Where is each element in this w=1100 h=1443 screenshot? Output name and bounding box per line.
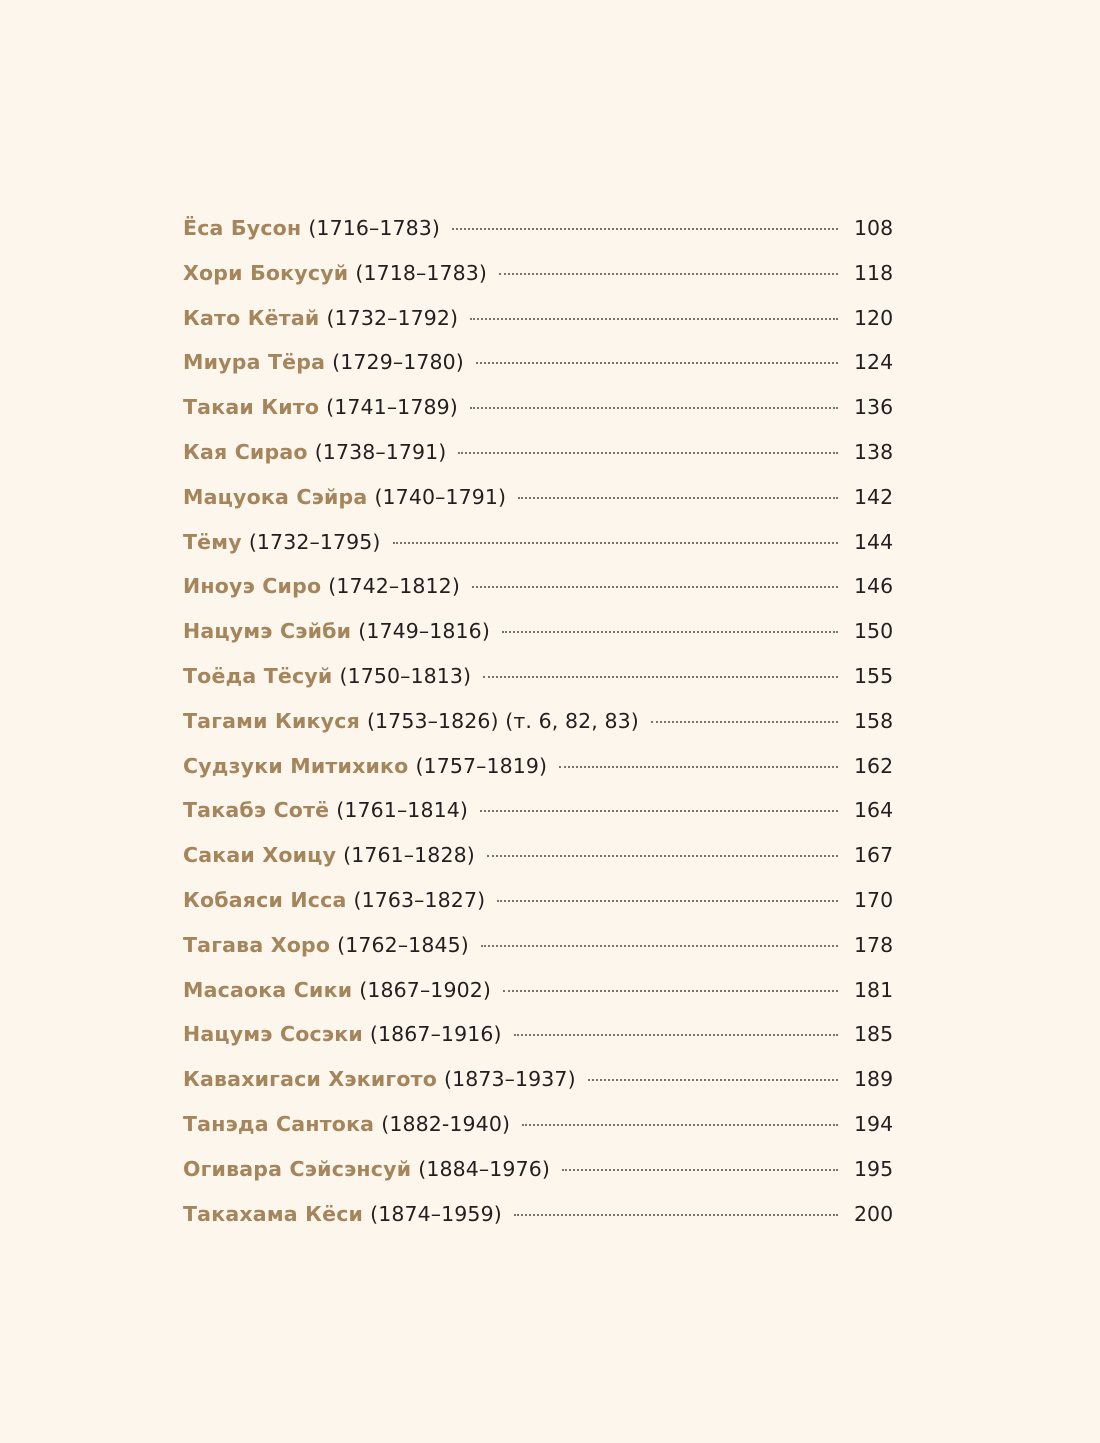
toc-entry-dates: (1882-1940)	[381, 1111, 511, 1136]
toc-entry	[183, 564, 894, 609]
dot-leader	[497, 900, 838, 902]
toc-entry-dates: (1750–1813)	[339, 663, 472, 688]
toc-entry-name: Нацумэ Сэйби	[183, 619, 352, 644]
toc-entry-name: Нацумэ Сосэки	[183, 1022, 363, 1047]
dot-leader	[514, 1034, 838, 1036]
toc-entry-name: Такаи Кито	[183, 395, 320, 420]
toc-entry-page-number: 162	[854, 753, 894, 778]
toc-entry-page-number: 185	[854, 1022, 894, 1047]
toc-entry-dates: (1732–1795)	[248, 529, 381, 554]
toc-entry-name: Кобаяси Исса	[183, 887, 347, 912]
toc-entry-name: Масаока Сики	[183, 977, 353, 1002]
toc-entry	[183, 251, 894, 296]
toc-entry	[183, 296, 894, 341]
toc-entry-page-number: 136	[854, 395, 894, 420]
dot-leader	[503, 990, 838, 992]
toc-entry-dates: (1874–1959)	[370, 1201, 502, 1226]
toc-entry-dates: (1738–1791)	[314, 439, 447, 464]
dot-leader	[452, 228, 838, 230]
toc-entry-page-number: 142	[854, 484, 894, 509]
toc-entry-dates: (1753–1826) (т. 6, 82, 83)	[366, 708, 639, 733]
toc-entry-dates: (1873–1937)	[443, 1067, 576, 1092]
toc-entry	[183, 1102, 894, 1147]
toc-entry	[183, 1147, 894, 1192]
toc-entry	[183, 654, 894, 699]
toc-entry-page-number: 146	[854, 574, 894, 599]
toc-entry-name: Огивара Сэйсэнсуй	[183, 1156, 412, 1181]
toc-entry-page-number: 170	[854, 887, 894, 912]
toc-entry-page-number: 167	[854, 843, 894, 868]
toc-entry-dates: (1718–1783)	[355, 260, 488, 285]
toc-entry-page-number: 164	[854, 798, 894, 823]
toc-entry	[183, 430, 894, 475]
toc-entry-dates: (1763–1827)	[353, 887, 486, 912]
toc-entry	[183, 1012, 894, 1057]
toc-entry	[183, 788, 894, 833]
dot-leader	[458, 452, 838, 454]
dot-leader	[588, 1079, 838, 1081]
toc-entry-page-number: 118	[854, 260, 894, 285]
dot-leader	[393, 542, 839, 544]
toc-entry-dates: (1749–1816)	[358, 619, 490, 644]
dot-leader	[514, 1214, 838, 1216]
toc-entry-dates: (1867–1902)	[359, 977, 491, 1002]
dot-leader	[559, 766, 838, 768]
toc-entry-page-number: 120	[854, 305, 894, 330]
toc-entry-dates: (1729–1780)	[332, 350, 464, 375]
toc-entry-page-number: 178	[854, 932, 894, 957]
toc-entry	[183, 1057, 894, 1102]
toc-entry	[183, 923, 894, 968]
toc-entry-dates: (1716–1783)	[308, 216, 441, 240]
dot-leader	[562, 1169, 838, 1171]
toc-entry-page-number: 138	[854, 439, 894, 464]
toc-entry-page-number: 155	[854, 663, 894, 688]
dot-leader	[470, 318, 838, 320]
toc-entry-page-number: 189	[854, 1067, 894, 1092]
dot-leader	[476, 362, 838, 364]
toc-entry	[183, 1192, 894, 1237]
toc-entry-dates: (1867–1916)	[369, 1022, 502, 1047]
toc-entry-name: Тагава Хоро	[183, 932, 331, 957]
toc-entry-dates: (1761–1828)	[343, 843, 475, 868]
toc-entry-name: Кая Сирао	[183, 439, 308, 464]
dot-leader	[522, 1124, 838, 1126]
toc-entry-dates: (1757–1819)	[415, 753, 548, 778]
toc-entry-name: Судзуки Митихико	[183, 753, 409, 778]
toc-entry-page-number: 181	[854, 977, 894, 1002]
toc-entry-dates: (1762–1845)	[337, 932, 469, 957]
toc-entry-dates: (1732–1792)	[326, 305, 459, 330]
toc-entry-name: Като Кётай	[183, 305, 320, 330]
toc-entry	[183, 520, 894, 565]
dot-leader	[502, 631, 838, 633]
toc-entry-name: Тоёда Тёсуй	[183, 663, 333, 688]
toc-entry-name: Иноуэ Сиро	[183, 574, 322, 599]
toc-entry	[183, 385, 894, 430]
dot-leader	[481, 945, 838, 947]
toc-entry-name: Миура Тёра	[183, 350, 326, 375]
dot-leader	[499, 273, 838, 275]
toc-entry-name: Ёса Бусон	[183, 216, 302, 240]
toc-entry-name: Такабэ Сотё	[183, 798, 330, 823]
toc-entry-dates: (1740–1791)	[374, 484, 507, 509]
toc-entry-name: Сакаи Хоицу	[183, 843, 337, 868]
dot-leader	[480, 810, 838, 812]
toc-entry-page-number: 124	[854, 350, 894, 375]
toc-entry-name: Хори Бокусуй	[183, 260, 349, 285]
toc-entry	[183, 878, 894, 923]
toc-entry-name: Тёму	[183, 529, 242, 554]
dot-leader	[487, 855, 838, 857]
toc-entry-page-number: 108	[854, 216, 894, 240]
dot-leader	[472, 586, 838, 588]
toc-entry	[183, 699, 894, 744]
toc-entry-page-number: 200	[854, 1201, 894, 1226]
toc-entry-page-number: 195	[854, 1156, 894, 1181]
toc-entry	[183, 475, 894, 520]
toc-entry	[183, 340, 894, 385]
toc-entry-name: Танэда Сантока	[183, 1111, 375, 1136]
toc-entry-page-number: 158	[854, 708, 894, 733]
toc-entry	[183, 833, 894, 878]
toc-entry	[183, 609, 894, 654]
toc-entry	[183, 206, 894, 251]
toc-entry	[183, 968, 894, 1013]
toc-entry-name: Такахама Кёси	[183, 1201, 364, 1226]
toc-entry	[183, 744, 894, 789]
dot-leader	[518, 497, 838, 499]
dot-leader	[651, 721, 838, 723]
toc-entry-page-number: 194	[854, 1111, 894, 1136]
toc-entry-name: Кавахигаси Хэкигото	[183, 1067, 437, 1092]
toc-entry-name: Мацуока Сэйра	[183, 484, 368, 509]
toc-entry-dates: (1761–1814)	[336, 798, 468, 823]
dot-leader	[483, 676, 838, 678]
toc-entry-dates: (1742–1812)	[328, 574, 460, 599]
toc-entry-dates: (1884–1976)	[418, 1156, 550, 1181]
toc-entry-name: Тагами Кикуся	[183, 708, 360, 733]
toc-entry-dates: (1741–1789)	[326, 395, 458, 420]
table-of-contents	[183, 206, 894, 1236]
dot-leader	[470, 407, 838, 409]
toc-entry-page-number: 150	[854, 619, 894, 644]
toc-entry-page-number: 144	[854, 529, 894, 554]
